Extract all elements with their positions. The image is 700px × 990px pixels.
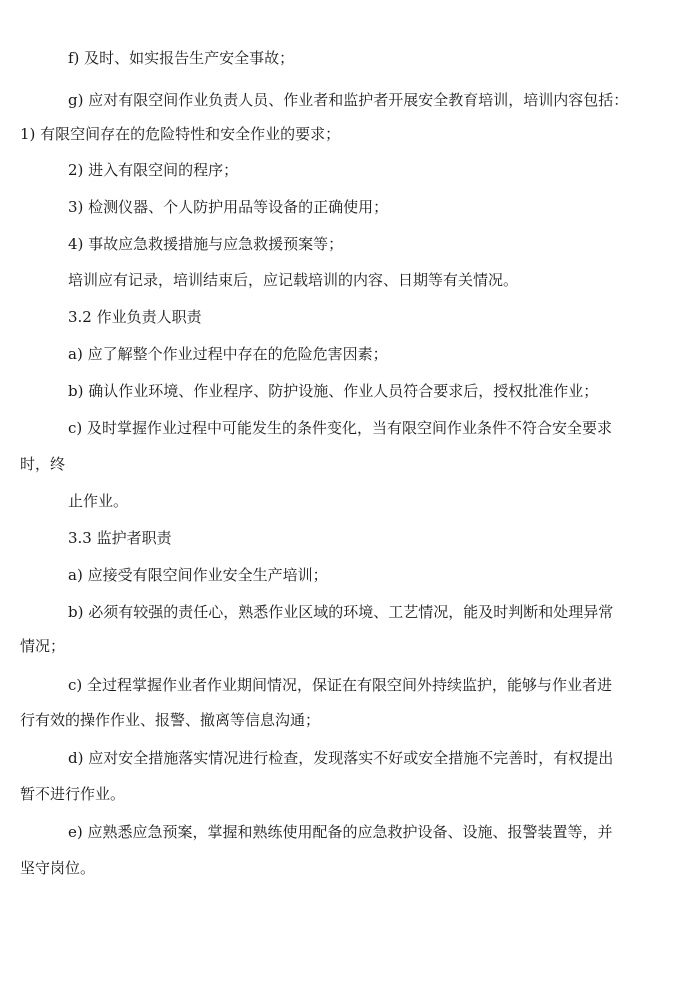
- leader-duty-b: b) 确认作业环境、作业程序、防护设施、作业人员符合要求后，授权批准作业；: [68, 382, 599, 400]
- leader-duty-a: a) 应了解整个作业过程中存在的危险危害因素；: [68, 345, 388, 363]
- monitor-duty-b: b) 必须有较强的责任心，熟悉作业区域的环境、工艺情况，能及时判断和处理异常: [68, 603, 614, 621]
- monitor-duty-d-cont: 暂不进行作业。: [20, 785, 126, 803]
- training-item-3: 3) 检测仪器、个人防护用品等设备的正确使用；: [68, 198, 389, 216]
- monitor-duty-c-cont: 行有效的操作作业、报警、撤离等信息沟通；: [20, 711, 321, 729]
- leader-duty-c-cont-2: 止作业。: [68, 492, 129, 510]
- monitor-duty-e: e) 应熟悉应急预案，掌握和熟练使用配备的应急救护设备、设施、报警装置等，并: [68, 823, 613, 841]
- item-f: f) 及时、如实报告生产安全事故；: [68, 49, 295, 67]
- section-heading-3-2: 3.2 作业负责人职责: [68, 308, 202, 326]
- training-item-4: 4) 事故应急救援措施与应急救援预案等；: [68, 235, 344, 253]
- section-heading-3-3: 3.3 监护者职责: [68, 529, 172, 547]
- monitor-duty-d: d) 应对安全措施落实情况进行检查，发现落实不好或安全措施不完善时，有权提出: [68, 749, 614, 767]
- training-item-2: 2) 进入有限空间的程序；: [68, 161, 239, 179]
- monitor-duty-c: c) 全过程掌握作业者作业期间情况，保证在有限空间外持续监护，能够与作业者进: [68, 676, 613, 694]
- monitor-duty-b-cont: 情况；: [20, 637, 66, 655]
- leader-duty-c-cont-1: 时，终: [20, 455, 66, 473]
- item-g: g) 应对有限空间作业负责人员、作业者和监护者开展安全教育培训，培训内容包括：: [68, 91, 629, 109]
- monitor-duty-e-cont: 坚守岗位。: [20, 859, 96, 877]
- monitor-duty-a: a) 应接受有限空间作业安全生产培训；: [68, 566, 328, 584]
- training-record-note: 培训应有记录，培训结束后，应记载培训的内容、日期等有关情况。: [68, 271, 519, 289]
- training-item-1: 1) 有限空间存在的危险特性和安全作业的要求；: [20, 125, 341, 143]
- leader-duty-c: c) 及时掌握作业过程中可能发生的条件变化，当有限空间作业条件不符合安全要求: [68, 419, 613, 437]
